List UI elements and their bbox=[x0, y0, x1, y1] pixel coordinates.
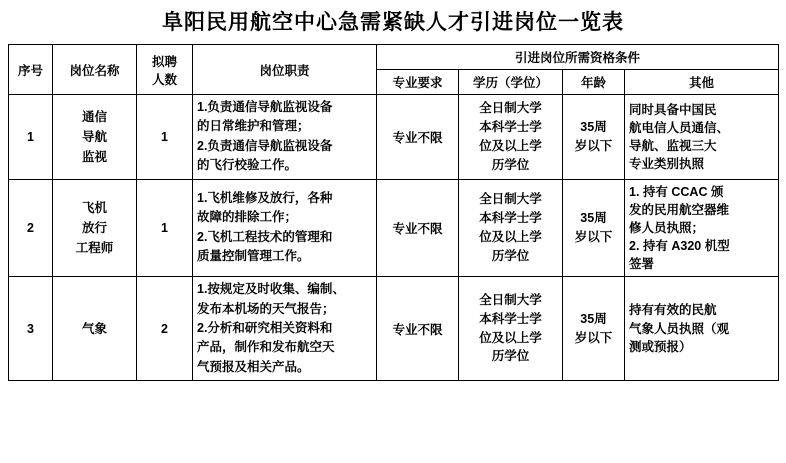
duty-line: 的日常维护和管理； bbox=[197, 119, 310, 134]
row-index: 3 bbox=[9, 277, 53, 381]
header-position-name: 岗位名称 bbox=[53, 45, 137, 95]
row-position-name bbox=[53, 95, 137, 180]
row-headcount: 2 bbox=[137, 277, 193, 381]
row-education bbox=[459, 179, 563, 277]
table-header-row-1 bbox=[9, 45, 779, 70]
header-duties: 岗位职责 bbox=[193, 45, 377, 95]
other-line: 航电信人员通信、 bbox=[629, 120, 730, 135]
age-line: 35周 bbox=[580, 311, 607, 326]
row-education bbox=[459, 95, 563, 180]
other-line: 同时具备中国民 bbox=[629, 102, 717, 117]
header-education: 学历（学位） bbox=[459, 70, 563, 95]
other-line: 持有有效的民航 bbox=[629, 303, 717, 318]
row-age bbox=[563, 179, 625, 277]
row-other bbox=[625, 179, 779, 277]
duty-line: 气预报及相关产品。 bbox=[197, 359, 310, 374]
row-major: 专业不限 bbox=[377, 179, 459, 277]
other-line: 1. 持有 CCAC 颁 bbox=[629, 184, 724, 199]
position-name-line: 通信 bbox=[81, 109, 107, 124]
age-line: 岁以下 bbox=[574, 330, 613, 345]
education-line: 本科学士学 bbox=[479, 120, 542, 134]
duty-line: 发布本机场的天气报告； bbox=[197, 301, 335, 316]
row-age bbox=[563, 95, 625, 180]
positions-table bbox=[8, 44, 779, 381]
header-qualifications-group: 引进岗位所需资格条件 bbox=[377, 45, 779, 70]
position-name-line: 放行 bbox=[81, 220, 107, 235]
row-duties bbox=[193, 179, 377, 277]
page-title: 阜阳民用航空中心急需紧缺人才引进岗位一览表 bbox=[162, 11, 624, 34]
duty-line: 1.飞机维修及放行，各种 bbox=[197, 191, 333, 206]
table-row bbox=[9, 277, 779, 381]
row-other bbox=[625, 277, 779, 381]
position-name-line: 监视 bbox=[81, 149, 107, 164]
header-index: 序号 bbox=[9, 45, 53, 95]
position-name-line: 工程师 bbox=[75, 240, 114, 255]
row-age bbox=[563, 277, 625, 381]
header-major: 专业要求 bbox=[377, 70, 459, 95]
table-row bbox=[9, 95, 779, 180]
duty-line: 2.负责通信导航监视设备 bbox=[197, 138, 333, 153]
duty-line: 质量控制管理工作。 bbox=[197, 249, 310, 264]
header-headcount bbox=[137, 45, 193, 95]
row-education bbox=[459, 277, 563, 381]
education-line: 位及以上学 bbox=[479, 229, 542, 244]
education-line: 全日制大学 bbox=[479, 192, 542, 207]
other-line: 发的民用航空器维 bbox=[629, 202, 730, 217]
education-line: 全日制大学 bbox=[479, 293, 542, 308]
duty-line: 的飞行校验工作。 bbox=[197, 158, 298, 173]
other-line: 修人员执照； bbox=[629, 220, 705, 235]
duty-line: 2.分析和研究相关资料和 bbox=[197, 320, 333, 335]
other-line: 签署 bbox=[629, 257, 655, 271]
duty-line: 故障的排除工作； bbox=[197, 210, 298, 225]
duty-line: 1.按规定及时收集、编制、 bbox=[197, 282, 345, 297]
row-major: 专业不限 bbox=[377, 277, 459, 381]
other-line: 2. 持有 A320 机型 bbox=[629, 238, 730, 253]
row-major: 专业不限 bbox=[377, 95, 459, 180]
education-line: 历学位 bbox=[491, 248, 530, 263]
header-headcount-line2: 人数 bbox=[151, 72, 177, 87]
other-line: 导航、监视三大 bbox=[629, 138, 717, 153]
row-position-name bbox=[53, 179, 137, 277]
other-line: 专业类别执照 bbox=[629, 156, 705, 171]
row-other bbox=[625, 95, 779, 180]
row-headcount: 1 bbox=[137, 179, 193, 277]
table-row bbox=[9, 179, 779, 277]
age-line: 岁以下 bbox=[574, 138, 613, 153]
position-name-line: 导航 bbox=[81, 129, 107, 144]
other-line: 气象人员执照（观 bbox=[629, 321, 730, 336]
row-duties bbox=[193, 277, 377, 381]
header-age: 年龄 bbox=[563, 70, 625, 95]
education-line: 全日制大学 bbox=[479, 101, 542, 116]
education-line: 位及以上学 bbox=[479, 330, 542, 345]
row-index: 1 bbox=[9, 95, 53, 180]
education-line: 本科学士学 bbox=[479, 311, 542, 326]
education-line: 历学位 bbox=[491, 349, 530, 364]
age-line: 岁以下 bbox=[574, 229, 613, 244]
row-duties bbox=[193, 95, 377, 180]
duty-line: 1.负责通信导航监视设备 bbox=[197, 100, 333, 114]
education-line: 位及以上学 bbox=[479, 138, 542, 153]
position-name-line: 飞机 bbox=[81, 200, 107, 215]
education-line: 历学位 bbox=[491, 157, 530, 172]
header-other: 其他 bbox=[625, 70, 779, 95]
header-headcount-line1: 拟聘 bbox=[151, 54, 177, 69]
duty-line: 产品，制作和发布航空天 bbox=[197, 340, 335, 355]
position-name-line: 气象 bbox=[81, 321, 107, 336]
row-position-name bbox=[53, 277, 137, 381]
duty-line: 2.飞机工程技术的管理和 bbox=[197, 229, 333, 244]
education-line: 本科学士学 bbox=[479, 211, 542, 226]
row-index: 2 bbox=[9, 179, 53, 277]
age-line: 35周 bbox=[580, 211, 607, 226]
row-headcount: 1 bbox=[137, 95, 193, 180]
other-line: 测或预报） bbox=[629, 339, 692, 354]
age-line: 35周 bbox=[580, 120, 607, 134]
